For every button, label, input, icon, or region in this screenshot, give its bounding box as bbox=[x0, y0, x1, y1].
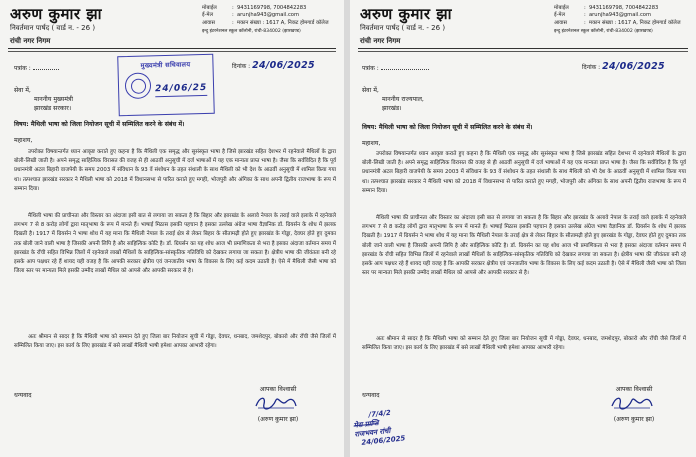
signature-icon bbox=[608, 394, 656, 412]
handnote-line: मेरा प्राप्ति bbox=[353, 419, 379, 430]
letterhead-divider-thin bbox=[358, 51, 688, 52]
letterhead-name: अरुण कुमार झा bbox=[10, 5, 102, 23]
letterhead-name: अरुण कुमार झा bbox=[360, 5, 452, 23]
ref-label: पत्रांक : bbox=[362, 65, 379, 72]
mobile-value: 9431169798, 7004842283 bbox=[589, 5, 659, 11]
reference-line bbox=[362, 64, 429, 72]
ref-label: पत्रांक : bbox=[14, 65, 31, 72]
subject-line: विषय: मैथिली भाषा को जिला नियोजन सूची में सम्मिलित करने के संबंध में। bbox=[362, 124, 533, 131]
address-line-2: इन्दु इंटरनेशनल स्कूल कॉलोनी, रांची-834002 (झारखण्ड) bbox=[202, 29, 301, 34]
emblem-seal-icon bbox=[125, 72, 152, 99]
body-paragraph-3: अतः श्रीमान से सादर है कि मैथिली भाषा को सम्मान देते हुए जिला बार नियोजन सूची में गोड्डा, देवघर, धनबाद, जमशेदपुर, बोकारो और राँची जैसे जिलों में सम्मिलित किया जाए। इस कार्य के लिए झारखंड में बसे लाखों मैथिली भाषी हमेशा आपका आभारी रहेगा। bbox=[14, 334, 336, 350]
address-block bbox=[14, 86, 73, 113]
letterhead-role: निवर्तमान पार्षद ( वार्ड न. - 26 ) bbox=[360, 24, 446, 32]
stamp-line bbox=[155, 95, 207, 97]
body-paragraph-1: उपरोक्त विषयान्तर्गत ध्यान आकृष्ट कराते हुए कहना है कि मैथिली एक समृद्ध और सुसंस्कृत भाषा है जिसे झारखंड सहित देशभर में रहनेवाले मैथिलों के द्वारा बोली-लिखी जाती है। अपने समृद्ध साहित्यिक विरासत की वजह से ही आठवीं अनुसूची में दर्ज भाषाओं में यह एक मान्यता प्राप्त भाषा है। जैसा कि सर्वविदित है कि पूर्व प्रधानमंत्री अटल बिहारी वाजपेयी के समय 2003 में संविधान के 93 वें संशोधन के तहत संथाली के साथ मैथिली को भी देश के आठवीं अनुसूची में शामिल किया गया था। तत्पश्चात झारखंड सरकार ने मैथिली भाषा को 2018 में विधानसभा से पारित कराते हुए मगही, भोजपुरी और अंगिका के साथ अपनी द्वितीय राजभाषा के रूप में सम्मान दिया। bbox=[362, 151, 686, 194]
letter-page-cm bbox=[0, 0, 344, 457]
handnote-line: राजभवन रांची bbox=[354, 426, 391, 439]
address-line: सेवा में, bbox=[14, 87, 31, 94]
body-paragraph-2: मैथिली भाषा की प्राचीनता और विस्तार का अंदाजा इसी बात से लगाया जा सकता है कि बिहार और झारखंड के अलावे नेपाल के तराई वाले इलाके में रहनेवाले लगभग 7 से 8 करोड़ लोगों द्वारा मातृभाषा के रूप में मानते हैं। भाषाई मिठास इसकी पहचान है इसका उल्लेख अंग्रेज भाषा वैज्ञानिक डॉ. ग्रियर्सन के शोध में झलक दिखती है। 1917 में ग्रियर्सन ने भाषा शोध में यह माना कि मैथिली नेपाल के तराई क्षेत्र से लेकर बिहार के सीतामढ़ी होते हुए झारखंड के गोड्डा, देवघर होते हुए दुमका तक बोली जाने वाली भाषा है जिसकी अपनी लिपि है और साहित्यिक कोटि है। डॉ. ग्रियर्सन का यह शोध आज भी प्रमाणिकता से भरा है इसका अंदाजा वर्तमान समय में झारखंड के राँची सहित विभिन्न जिलों में रहनेवाले लाखों मैथिलों के साहित्यिक-सांस्कृतिक गतिविधि को देखकर लगाया जा सकता है। क्षेत्रीय भाषा की जीवंतता बनी रहे इसके आप पक्षधर रहे हैं शायद यही वजह है कि आपकी सरकार क्षेत्रीय एवं जनजातीय भाषा के विकास के लिए कई कदम उठाती है। ऐसे में मैथिली जैसी भाषा को जिला स्तर पर मान्यता मिले इसकी उम्मीद लाखों मैथिल को आपसे और आपकी सरकार से है। bbox=[362, 215, 686, 277]
letterhead-divider bbox=[358, 48, 688, 49]
signature-icon bbox=[252, 394, 300, 412]
address-value: मकान संख्या : 1617 A, निकट होमगार्ड कॉलेज bbox=[237, 19, 329, 26]
address-label: आवास bbox=[554, 19, 568, 26]
address-value: मकान संख्या : 1617 A, निकट होमगार्ड कॉलेज bbox=[589, 19, 681, 26]
stamp-title: मुख्यमंत्री सचिवालय bbox=[140, 60, 191, 70]
letterhead-org: रांची नगर निगम bbox=[10, 37, 51, 45]
signoff-label: आपका विश्वासी bbox=[615, 386, 653, 393]
date-value: 24/06/2025 bbox=[252, 60, 315, 71]
address-block bbox=[362, 86, 424, 113]
address-line: माननीय राज्यपाल, bbox=[382, 96, 424, 103]
date-value: 24/06/2025 bbox=[602, 61, 665, 72]
closing: धन्यवाद bbox=[14, 392, 32, 399]
body-paragraph-2: मैथिली भाषा की प्राचीनता और विस्तार का अंदाजा इसी बात से लगाया जा सकता है कि बिहार और झारखंड के अलावे नेपाल के तराई वाले इलाके में रहनेवाले लगभग 7 से 8 करोड़ लोगों द्वारा मातृभाषा के रूप में मानते हैं। भाषाई मिठास इसकी पहचान है इसका उल्लेख अंग्रेज भाषा वैज्ञानिक डॉ. ग्रियर्सन के शोध में झलक दिखती है। 1917 में ग्रियर्सन ने भाषा शोध में यह माना कि मैथिली नेपाल के तराई क्षेत्र से लेकर बिहार के सीतामढ़ी होते हुए झारखंड के गोड्डा, देवघर होते हुए दुमका तक बोली जाने वाली भाषा है जिसकी अपनी लिपि है और साहित्यिक कोटि है। डॉ. ग्रियर्सन का यह शोध आज भी प्रमाणिकता से भरा है इसका अंदाजा वर्तमान समय में झारखंड के राँची सहित विभिन्न जिलों में रहनेवाले लाखों मैथिलों के साहित्यिक-सांस्कृतिक गतिविधि को देखकर लगाया जा सकता है। क्षेत्रीय भाषा की जीवंतता बनी रहे इसके आप पक्षधर रहे हैं शायद यही वजह है कि आपकी सरकार क्षेत्रीय एवं जनजातीय भाषा के विकास के लिए कई कदम उठाती है। ऐसे में मैथिली जैसी भाषा को जिला स्तर पर मान्यता मिले इसकी उम्मीद लाखों मैथिल को आपसे और आपकी सरकार से है। bbox=[14, 213, 336, 275]
salutation: महाशय, bbox=[14, 137, 33, 144]
mobile-value: 9431169798, 7004842283 bbox=[237, 5, 307, 11]
receipt-stamp bbox=[117, 54, 215, 116]
letterhead-contact: मोबाईल : 9431169798, 7004842283 ई-मेल : arunjha943@gmail.com आवास : मकान संख्या : 1617 A, निकट होमगार्ड कॉलेज bbox=[554, 5, 681, 26]
handnote-line: /7/4/2 bbox=[368, 408, 392, 419]
address-line: माननीय मुख्यमंत्री bbox=[34, 96, 73, 103]
email-label: ई-मेल bbox=[554, 12, 566, 19]
address-line-2: इन्दु इंटरनेशनल स्कूल कॉलोनी, रांची-834002 (झारखण्ड) bbox=[554, 29, 653, 34]
stamp-date: 24/06/25 bbox=[154, 82, 208, 95]
closing: धन्यवाद bbox=[362, 392, 380, 399]
body-paragraph-3: अतः श्रीमान से सादर है कि मैथिली भाषा को सम्मान देते हुए जिला बार नियोजन सूची में गोड्डा, देवघर, धनबाद, जमशेदपुर, बोकारो और राँची जैसे जिलों में सम्मिलित किया जाए। इस कार्य के लिए झारखंड में बसे लाखों मैथिली भाषी हमेशा आपका आभारी रहेगा। bbox=[362, 336, 686, 352]
date-label: दिनांक : bbox=[232, 63, 251, 70]
signoff-label: आपका विश्वासी bbox=[259, 386, 297, 393]
receipt-handnote bbox=[352, 407, 406, 448]
address-label: आवास bbox=[202, 19, 216, 26]
address-line: झारखंड। bbox=[382, 105, 402, 112]
date-label: दिनांक : bbox=[582, 64, 601, 71]
signer-name: (अरुण कुमार झा) bbox=[257, 416, 299, 423]
reference-line bbox=[14, 64, 59, 72]
email-label: ई-मेल bbox=[202, 12, 214, 19]
signer-name: (अरुण कुमार झा) bbox=[613, 416, 655, 423]
letterhead-org: रांची नगर निगम bbox=[360, 37, 401, 45]
salutation: महाशय, bbox=[362, 140, 381, 147]
letterhead-role: निवर्तमान पार्षद ( वार्ड न. - 26 ) bbox=[10, 24, 96, 32]
email-value: arunjha943@gmail.com bbox=[589, 12, 652, 19]
address-line: झारखंड सरकार। bbox=[34, 105, 72, 112]
body-paragraph-1: उपरोक्त विषयान्तर्गत ध्यान आकृष्ट कराते हुए कहना है कि मैथिली एक समृद्ध और सुसंस्कृत भाषा है जिसे झारखंड सहित देशभर में रहनेवाले मैथिलों के द्वारा बोली-लिखी जाती है। अपने समृद्ध साहित्यिक विरासत की वजह से ही आठवीं अनुसूची में दर्ज भाषाओं में यह एक मान्यता प्राप्त भाषा है। जैसा कि सर्वविदित है कि पूर्व प्रधानमंत्री अटल बिहारी वाजपेयी के समय 2003 में संविधान के 93 वें संशोधन के तहत संथाली के साथ मैथिली को भी देश के आठवीं अनुसूची में शामिल किया गया था। तत्पश्चात झारखंड सरकार ने मैथिली भाषा को 2018 में विधानसभा से पारित कराते हुए मगही, भोजपुरी और अंगिका के साथ अपनी द्वितीय राजभाषा के रूप में सम्मान दिया। bbox=[14, 149, 336, 192]
email-value: arunjha943@gmail.com bbox=[237, 12, 300, 19]
mobile-label: मोबाईल bbox=[554, 5, 569, 11]
address-line: सेवा में, bbox=[362, 87, 379, 94]
letterhead-divider bbox=[8, 48, 336, 49]
letterhead-divider-thin bbox=[8, 51, 336, 52]
handnote-line: 24/06/2025 bbox=[361, 434, 406, 447]
mobile-label: मोबाईल bbox=[202, 5, 217, 11]
date-line bbox=[582, 61, 665, 72]
letterhead-contact: मोबाईल : 9431169798, 7004842283 ई-मेल : arunjha943@gmail.com आवास : मकान संख्या : 1617 A, निकट होमगार्ड कॉलेज bbox=[202, 5, 329, 26]
subject-line: विषय: मैथिली भाषा को जिला नियोजन सूची में सम्मिलित करने के संबंध में। bbox=[14, 121, 185, 128]
date-line bbox=[232, 60, 315, 71]
letter-page-governor bbox=[350, 0, 696, 457]
